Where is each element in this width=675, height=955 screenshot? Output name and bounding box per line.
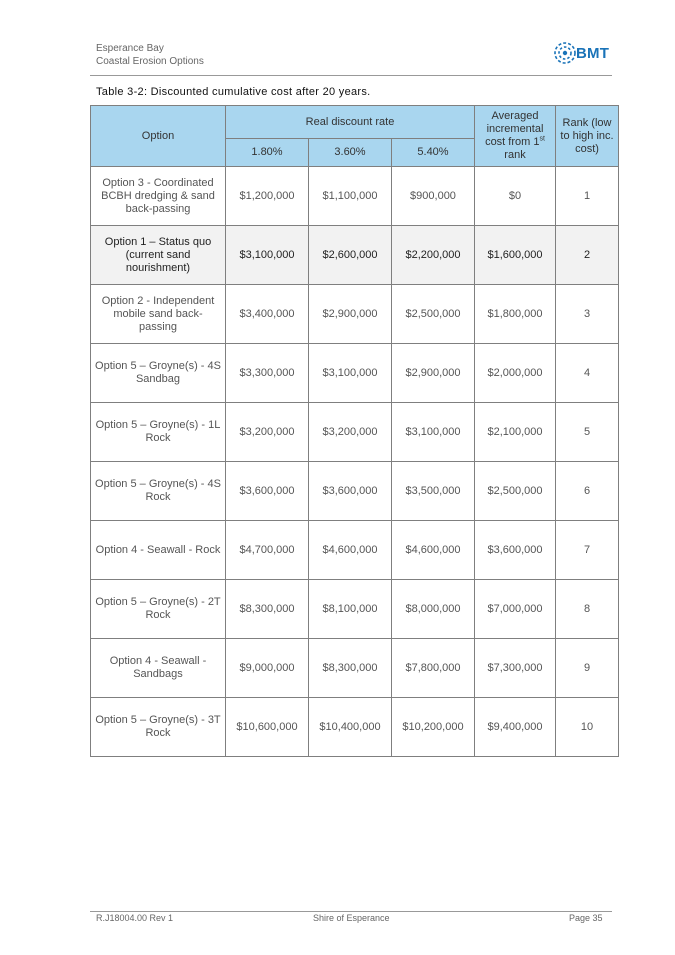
footer-page-number: Page 35 xyxy=(569,913,603,923)
header-rule xyxy=(90,75,612,76)
cell-rate-1: $8,300,000 xyxy=(226,580,309,639)
cell-rank: 5 xyxy=(556,403,619,462)
cell-option: Option 5 – Groyne(s) - 1L Rock xyxy=(91,403,226,462)
table-row xyxy=(91,462,619,521)
table-caption: Table 3-2: Discounted cumulative cost after 20 years. xyxy=(96,86,371,98)
footer-client: Shire of Esperance xyxy=(313,913,390,923)
header-option: Option xyxy=(91,106,226,167)
cell-rate-3: $2,900,000 xyxy=(392,344,475,403)
header-averaged-cost-text: Averaged incremental cost from 1 xyxy=(485,110,544,148)
cell-rate-3: $900,000 xyxy=(392,167,475,226)
cell-avg: $3,600,000 xyxy=(475,521,556,580)
cell-rate-3: $2,200,000 xyxy=(392,226,475,285)
cell-avg: $7,300,000 xyxy=(475,639,556,698)
cell-rank: 10 xyxy=(556,698,619,757)
cell-option: Option 3 - Coordinated BCBH dredging & sand back-passing xyxy=(91,167,226,226)
cell-rate-1: $1,200,000 xyxy=(226,167,309,226)
cell-rank: 1 xyxy=(556,167,619,226)
cell-avg: $2,500,000 xyxy=(475,462,556,521)
cell-avg: $2,100,000 xyxy=(475,403,556,462)
cell-rank: 4 xyxy=(556,344,619,403)
cell-rate-3: $10,200,000 xyxy=(392,698,475,757)
cell-rate-1: $3,100,000 xyxy=(226,226,309,285)
cell-rate-2: $3,200,000 xyxy=(309,403,392,462)
header-project: Esperance Bay xyxy=(96,43,164,54)
cell-rate-3: $3,500,000 xyxy=(392,462,475,521)
cell-rate-1: $9,000,000 xyxy=(226,639,309,698)
cell-option: Option 5 – Groyne(s) - 4S Rock xyxy=(91,462,226,521)
cell-option: Option 5 – Groyne(s) - 4S Sandbag xyxy=(91,344,226,403)
cell-rate-2: $10,400,000 xyxy=(309,698,392,757)
bmt-logo xyxy=(553,40,613,66)
cell-rate-1: $3,400,000 xyxy=(226,285,309,344)
cell-rate-3: $4,600,000 xyxy=(392,521,475,580)
cell-avg: $2,000,000 xyxy=(475,344,556,403)
cell-rate-1: $3,200,000 xyxy=(226,403,309,462)
cell-rate-2: $2,900,000 xyxy=(309,285,392,344)
footer-rule xyxy=(90,911,612,912)
table-row xyxy=(91,285,619,344)
document-header xyxy=(96,42,204,68)
logo-text: BMT xyxy=(576,45,610,62)
cell-rank: 8 xyxy=(556,580,619,639)
cell-option: Option 4 - Seawall - Rock xyxy=(91,521,226,580)
cell-rate-3: $7,800,000 xyxy=(392,639,475,698)
cell-avg: $7,000,000 xyxy=(475,580,556,639)
table-row-highlighted xyxy=(91,226,619,285)
cell-rate-2: $8,100,000 xyxy=(309,580,392,639)
cell-rank: 7 xyxy=(556,521,619,580)
cell-rate-1: $4,700,000 xyxy=(226,521,309,580)
cell-rate-2: $2,600,000 xyxy=(309,226,392,285)
cell-rate-1: $3,300,000 xyxy=(226,344,309,403)
header-averaged-cost-sup: st xyxy=(539,135,545,143)
cell-avg: $0 xyxy=(475,167,556,226)
cell-rank: 2 xyxy=(556,226,619,285)
header-discount-rate: Real discount rate xyxy=(226,106,475,139)
cell-rate-3: $2,500,000 xyxy=(392,285,475,344)
header-rank: Rank (low to high inc. cost) xyxy=(556,106,619,167)
cell-rate-2: $3,600,000 xyxy=(309,462,392,521)
cell-rate-1: $10,600,000 xyxy=(226,698,309,757)
header-rate-2: 3.60% xyxy=(309,139,392,167)
cell-option: Option 1 – Status quo (current sand nourishment) xyxy=(91,226,226,285)
cell-rate-2: $1,100,000 xyxy=(309,167,392,226)
cell-option: Option 5 – Groyne(s) - 2T Rock xyxy=(91,580,226,639)
header-rate-1: 1.80% xyxy=(226,139,309,167)
cell-rate-2: $3,100,000 xyxy=(309,344,392,403)
header-averaged-cost-suffix: rank xyxy=(504,149,526,161)
cell-rank: 6 xyxy=(556,462,619,521)
table-row xyxy=(91,344,619,403)
table-row xyxy=(91,580,619,639)
cell-rate-3: $3,100,000 xyxy=(392,403,475,462)
footer-report-number: R.J18004.00 Rev 1 xyxy=(96,913,174,923)
cell-rate-1: $3,600,000 xyxy=(226,462,309,521)
header-averaged-cost xyxy=(475,106,556,167)
cell-option: Option 5 – Groyne(s) - 3T Rock xyxy=(91,698,226,757)
cell-rank: 3 xyxy=(556,285,619,344)
cell-rate-2: $8,300,000 xyxy=(309,639,392,698)
table-row xyxy=(91,521,619,580)
cell-option: Option 2 - Independent mobile sand back-passing xyxy=(91,285,226,344)
table-row xyxy=(91,167,619,226)
header-rate-3: 5.40% xyxy=(392,139,475,167)
cell-avg: $9,400,000 xyxy=(475,698,556,757)
table-row xyxy=(91,639,619,698)
globe-icon xyxy=(553,40,577,66)
table-row xyxy=(91,403,619,462)
cell-rate-2: $4,600,000 xyxy=(309,521,392,580)
header-subtitle: Coastal Erosion Options xyxy=(96,56,204,67)
cell-avg: $1,600,000 xyxy=(475,226,556,285)
cell-rank: 9 xyxy=(556,639,619,698)
cell-avg: $1,800,000 xyxy=(475,285,556,344)
cell-rate-3: $8,000,000 xyxy=(392,580,475,639)
table-row xyxy=(91,698,619,757)
cell-option: Option 4 - Seawall - Sandbags xyxy=(91,639,226,698)
cost-table xyxy=(90,105,619,757)
